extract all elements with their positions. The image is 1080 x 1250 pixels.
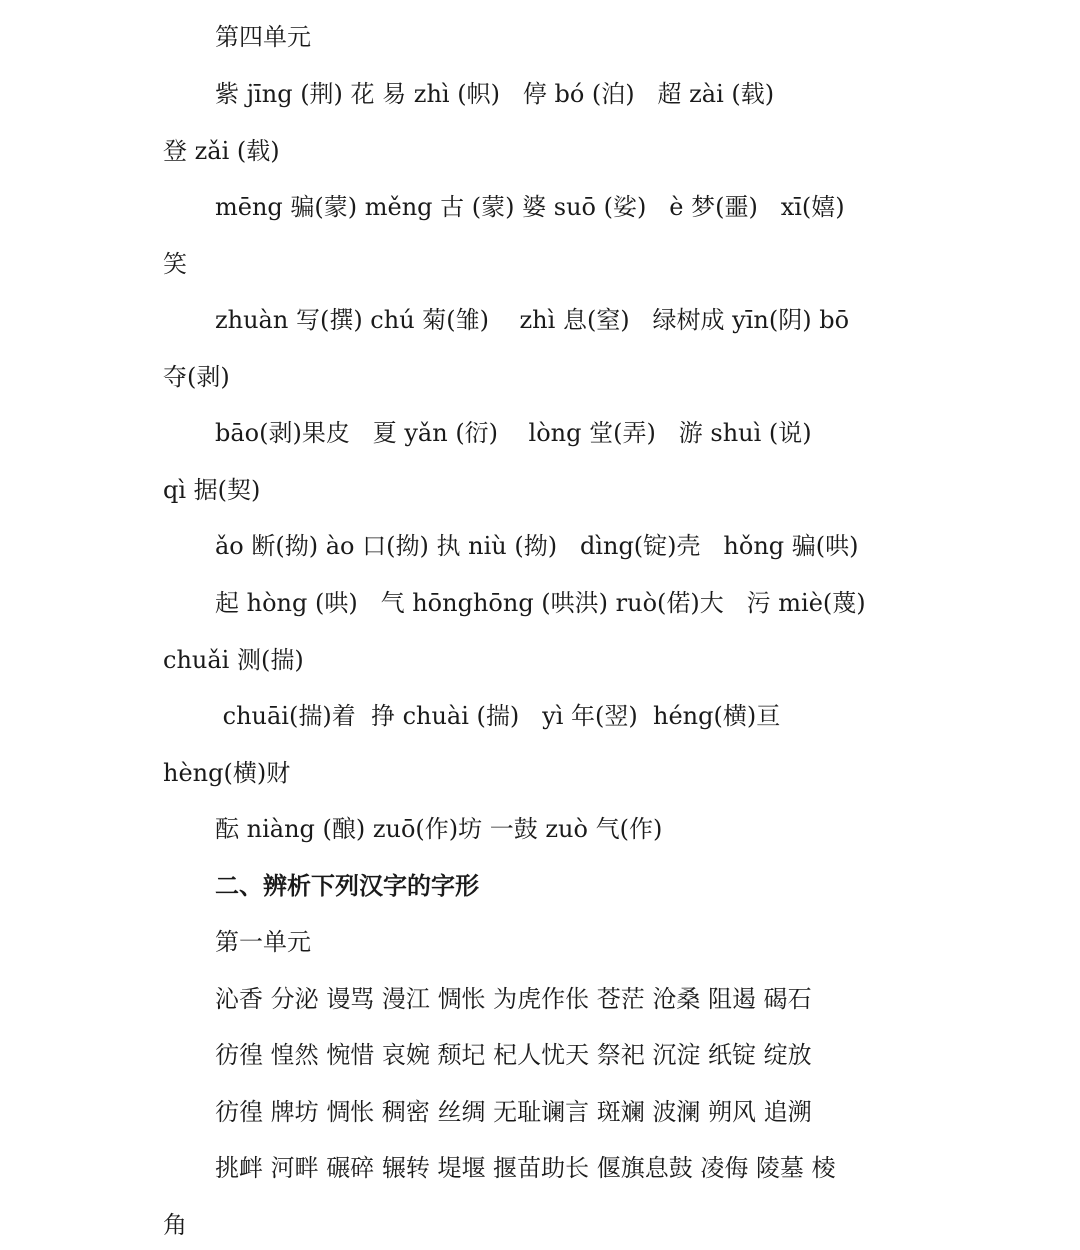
word-line: 挑衅 河畔 碾碎 辗转 堤堰 揠苗助长 偃旗息鼓 凌侮 陵墓 棱 [215, 1154, 836, 1182]
pinyin-line: hèng(横)财 [163, 759, 291, 787]
pinyin-line: 酝 niàng (酿) zuō(作)坊 一鼓 zuò 气(作) [215, 815, 663, 843]
word-line: 彷徨 惶然 惋惜 哀婉 颓圮 杞人忧天 祭祀 沉淀 纸锭 绽放 [215, 1041, 812, 1069]
section-title: 二、辨析下列汉字的字形 [215, 871, 479, 900]
pinyin-line: ǎo 断(拗) ào 口(拗) 执 niù (拗) dìng(锭)壳 hǒng 骗(哄) [215, 532, 859, 560]
word-line: 沁香 分泌 谩骂 漫江 惆怅 为虎作伥 苍茫 沧桑 阻遏 碣石 [215, 985, 812, 1013]
pinyin-line: 夺(剥) [163, 363, 230, 391]
pinyin-line: mēng 骗(蒙) měng 古 (蒙) 婆 suō (娑) è 梦(噩) xī(嬉) [215, 193, 845, 221]
unit-heading: 第一单元 [215, 928, 311, 956]
pinyin-line: 笑 [163, 250, 187, 278]
pinyin-line: qì 据(契) [163, 476, 261, 504]
pinyin-line: chuāi(揣)着 挣 chuài (揣) yì 年(翌) héng(横)亘 [215, 702, 781, 730]
pinyin-line: zhuàn 写(撰) chú 菊(雏) zhì 息(窒) 绿树成 yīn(阴) bō [215, 306, 850, 334]
pinyin-line: 起 hòng (哄) 气 hōnghōng (哄洪) ruò(偌)大 污 miè(蔑) [215, 589, 866, 617]
pinyin-line: 登 zǎi (载) [163, 137, 280, 165]
unit-heading: 第四单元 [215, 23, 311, 51]
pinyin-line: 紫 jīng (荆) 花 易 zhì (帜) 停 bó (泊) 超 zài (载) [215, 80, 775, 108]
pinyin-line: chuǎi 测(揣) [163, 646, 304, 674]
pinyin-line: bāo(剥)果皮 夏 yǎn (衍) lòng 堂(弄) 游 shuì (说) [215, 419, 812, 447]
word-line: 角 [163, 1211, 187, 1239]
word-line: 彷徨 牌坊 惆怅 稠密 丝绸 无耻谰言 斑斓 波澜 朔风 追溯 [215, 1098, 812, 1126]
